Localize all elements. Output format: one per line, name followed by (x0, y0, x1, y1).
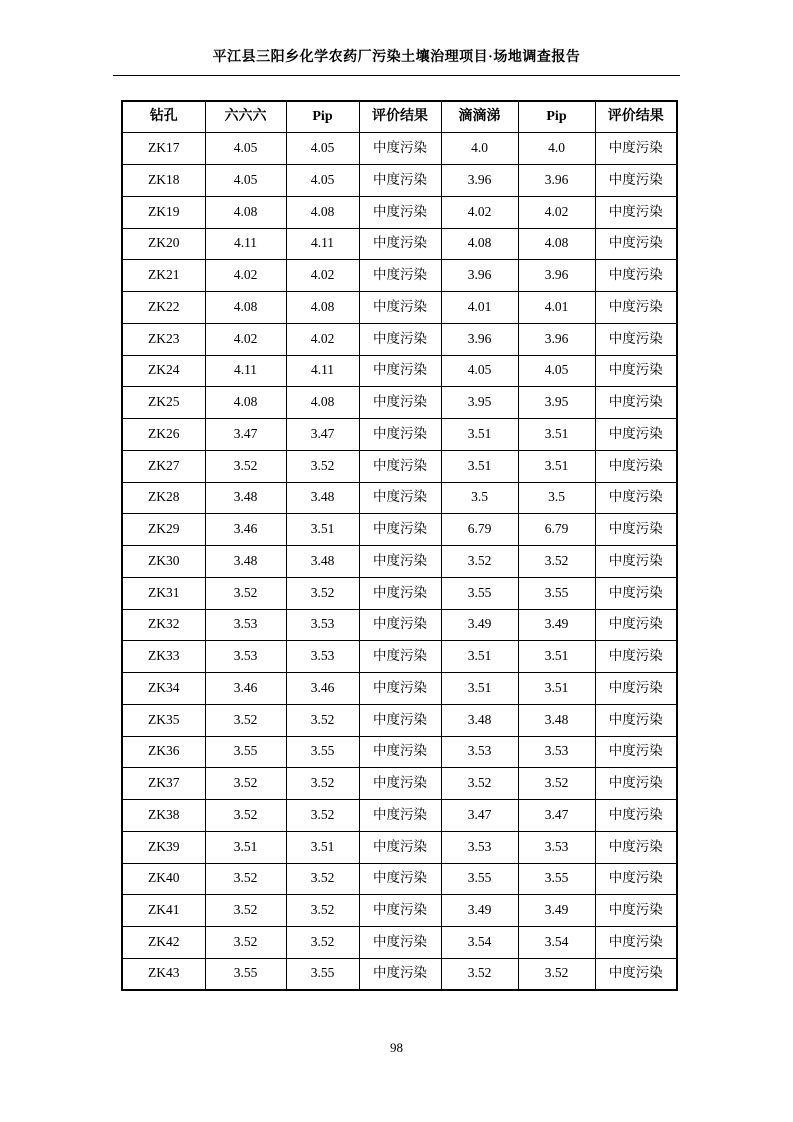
borehole-id-cell: ZK21 (122, 260, 205, 292)
value-cell: 中度污染 (595, 419, 677, 451)
value-cell: 中度污染 (595, 514, 677, 546)
value-cell: 中度污染 (359, 514, 441, 546)
value-cell: 3.55 (205, 958, 286, 990)
borehole-id-cell: ZK25 (122, 387, 205, 419)
value-cell: 3.55 (286, 958, 359, 990)
value-cell: 4.02 (518, 196, 595, 228)
value-cell: 3.47 (205, 419, 286, 451)
table-row (122, 165, 677, 197)
table-row (122, 292, 677, 324)
value-cell: 3.52 (286, 800, 359, 832)
value-cell: 4.05 (205, 165, 286, 197)
value-cell: 中度污染 (595, 355, 677, 387)
value-cell: 3.5 (518, 482, 595, 514)
column-header: Pip (518, 101, 595, 133)
value-cell: 3.49 (441, 895, 518, 927)
value-cell: 4.11 (286, 228, 359, 260)
value-cell: 3.96 (518, 260, 595, 292)
value-cell: 4.05 (205, 133, 286, 165)
value-cell: 3.48 (518, 704, 595, 736)
value-cell: 中度污染 (595, 133, 677, 165)
table-row (122, 641, 677, 673)
value-cell: 中度污染 (359, 387, 441, 419)
value-cell: 中度污染 (359, 292, 441, 324)
value-cell: 3.52 (205, 863, 286, 895)
value-cell: 3.55 (518, 863, 595, 895)
value-cell: 6.79 (441, 514, 518, 546)
borehole-id-cell: ZK36 (122, 736, 205, 768)
value-cell: 中度污染 (359, 260, 441, 292)
value-cell: 3.51 (286, 514, 359, 546)
value-cell: 3.5 (441, 482, 518, 514)
value-cell: 3.51 (441, 673, 518, 705)
value-cell: 4.08 (286, 292, 359, 324)
value-cell: 4.08 (441, 228, 518, 260)
table-row (122, 577, 677, 609)
value-cell: 3.48 (441, 704, 518, 736)
value-cell: 4.02 (205, 323, 286, 355)
value-cell: 中度污染 (359, 609, 441, 641)
value-cell: 3.54 (518, 927, 595, 959)
table-row (122, 736, 677, 768)
borehole-id-cell: ZK32 (122, 609, 205, 641)
value-cell: 3.52 (286, 450, 359, 482)
value-cell: 中度污染 (359, 546, 441, 578)
value-cell: 中度污染 (359, 419, 441, 451)
table-row (122, 673, 677, 705)
value-cell: 中度污染 (595, 387, 677, 419)
value-cell: 3.51 (441, 450, 518, 482)
borehole-id-cell: ZK33 (122, 641, 205, 673)
value-cell: 中度污染 (595, 323, 677, 355)
value-cell: 3.95 (518, 387, 595, 419)
value-cell: 中度污染 (359, 323, 441, 355)
table-row (122, 450, 677, 482)
value-cell: 中度污染 (359, 736, 441, 768)
value-cell: 4.05 (518, 355, 595, 387)
table-row (122, 863, 677, 895)
borehole-id-cell: ZK31 (122, 577, 205, 609)
value-cell: 3.52 (205, 768, 286, 800)
value-cell: 中度污染 (359, 958, 441, 990)
table-row (122, 482, 677, 514)
table-row (122, 355, 677, 387)
borehole-id-cell: ZK42 (122, 927, 205, 959)
value-cell: 3.52 (441, 546, 518, 578)
value-cell: 3.52 (441, 958, 518, 990)
data-table (121, 100, 678, 991)
value-cell: 4.08 (205, 292, 286, 324)
value-cell: 3.53 (286, 609, 359, 641)
column-header: 评价结果 (595, 101, 677, 133)
borehole-id-cell: ZK27 (122, 450, 205, 482)
value-cell: 3.51 (441, 419, 518, 451)
value-cell: 4.08 (286, 196, 359, 228)
value-cell: 3.54 (441, 927, 518, 959)
borehole-id-cell: ZK28 (122, 482, 205, 514)
table-row (122, 704, 677, 736)
value-cell: 3.51 (205, 831, 286, 863)
value-cell: 3.51 (518, 641, 595, 673)
value-cell: 中度污染 (595, 292, 677, 324)
value-cell: 3.47 (441, 800, 518, 832)
table-row (122, 133, 677, 165)
value-cell: 4.11 (205, 228, 286, 260)
value-cell: 中度污染 (595, 260, 677, 292)
value-cell: 4.0 (518, 133, 595, 165)
value-cell: 中度污染 (595, 673, 677, 705)
value-cell: 中度污染 (359, 927, 441, 959)
value-cell: 3.52 (286, 927, 359, 959)
borehole-id-cell: ZK29 (122, 514, 205, 546)
value-cell: 4.08 (205, 196, 286, 228)
value-cell: 3.53 (518, 831, 595, 863)
value-cell: 3.48 (286, 546, 359, 578)
value-cell: 4.02 (205, 260, 286, 292)
value-cell: 中度污染 (595, 895, 677, 927)
table-row (122, 895, 677, 927)
value-cell: 4.11 (205, 355, 286, 387)
borehole-id-cell: ZK40 (122, 863, 205, 895)
value-cell: 中度污染 (595, 863, 677, 895)
value-cell: 中度污染 (595, 958, 677, 990)
borehole-id-cell: ZK37 (122, 768, 205, 800)
value-cell: 中度污染 (359, 450, 441, 482)
table-row (122, 514, 677, 546)
value-cell: 3.52 (441, 768, 518, 800)
value-cell: 中度污染 (359, 641, 441, 673)
value-cell: 3.95 (441, 387, 518, 419)
value-cell: 中度污染 (359, 577, 441, 609)
value-cell: 中度污染 (359, 482, 441, 514)
value-cell: 3.49 (441, 609, 518, 641)
report-title: 平江县三阳乡化学农药厂污染土壤治理项目·场地调查报告 (113, 46, 680, 76)
value-cell: 3.46 (286, 673, 359, 705)
value-cell: 中度污染 (359, 165, 441, 197)
value-cell: 3.52 (518, 768, 595, 800)
value-cell: 3.48 (205, 546, 286, 578)
value-cell: 3.52 (205, 800, 286, 832)
value-cell: 3.96 (441, 260, 518, 292)
value-cell: 3.52 (205, 577, 286, 609)
value-cell: 中度污染 (359, 895, 441, 927)
borehole-id-cell: ZK41 (122, 895, 205, 927)
value-cell: 4.05 (441, 355, 518, 387)
value-cell: 3.51 (286, 831, 359, 863)
value-cell: 3.55 (205, 736, 286, 768)
borehole-id-cell: ZK17 (122, 133, 205, 165)
value-cell: 4.05 (286, 133, 359, 165)
value-cell: 中度污染 (359, 355, 441, 387)
borehole-id-cell: ZK18 (122, 165, 205, 197)
value-cell: 中度污染 (359, 228, 441, 260)
value-cell: 3.52 (518, 546, 595, 578)
column-header: 滴滴涕 (441, 101, 518, 133)
value-cell: 中度污染 (595, 831, 677, 863)
table-row (122, 800, 677, 832)
table-row (122, 196, 677, 228)
value-cell: 中度污染 (595, 546, 677, 578)
value-cell: 3.46 (205, 673, 286, 705)
table-row (122, 768, 677, 800)
value-cell: 3.52 (286, 704, 359, 736)
value-cell: 6.79 (518, 514, 595, 546)
table-body (122, 133, 677, 990)
column-header: 钻孔 (122, 101, 205, 133)
value-cell: 3.55 (441, 577, 518, 609)
value-cell: 3.52 (286, 895, 359, 927)
value-cell: 3.46 (205, 514, 286, 546)
value-cell: 中度污染 (595, 641, 677, 673)
value-cell: 3.52 (205, 704, 286, 736)
table-row (122, 387, 677, 419)
value-cell: 中度污染 (595, 450, 677, 482)
borehole-id-cell: ZK22 (122, 292, 205, 324)
table-row (122, 546, 677, 578)
value-cell: 3.55 (286, 736, 359, 768)
column-header: 评价结果 (359, 101, 441, 133)
value-cell: 中度污染 (595, 736, 677, 768)
table-header-row (122, 101, 677, 133)
value-cell: 3.53 (518, 736, 595, 768)
table-row (122, 323, 677, 355)
value-cell: 中度污染 (359, 831, 441, 863)
borehole-id-cell: ZK30 (122, 546, 205, 578)
value-cell: 中度污染 (595, 165, 677, 197)
borehole-id-cell: ZK20 (122, 228, 205, 260)
value-cell: 3.47 (518, 800, 595, 832)
column-header: 六六六 (205, 101, 286, 133)
page-number: 98 (390, 1040, 403, 1055)
borehole-id-cell: ZK39 (122, 831, 205, 863)
borehole-id-cell: ZK24 (122, 355, 205, 387)
value-cell: 中度污染 (595, 704, 677, 736)
value-cell: 3.52 (286, 768, 359, 800)
value-cell: 4.02 (286, 260, 359, 292)
value-cell: 3.53 (286, 641, 359, 673)
value-cell: 3.51 (441, 641, 518, 673)
value-cell: 中度污染 (595, 800, 677, 832)
table-row (122, 609, 677, 641)
value-cell: 中度污染 (595, 927, 677, 959)
value-cell: 3.47 (286, 419, 359, 451)
column-header: Pip (286, 101, 359, 133)
value-cell: 3.48 (286, 482, 359, 514)
borehole-id-cell: ZK38 (122, 800, 205, 832)
value-cell: 中度污染 (595, 609, 677, 641)
value-cell: 3.51 (518, 450, 595, 482)
value-cell: 3.96 (518, 323, 595, 355)
value-cell: 3.96 (441, 165, 518, 197)
value-cell: 3.49 (518, 609, 595, 641)
value-cell: 4.05 (286, 165, 359, 197)
value-cell: 中度污染 (359, 133, 441, 165)
value-cell: 3.52 (205, 450, 286, 482)
table-row (122, 260, 677, 292)
value-cell: 中度污染 (359, 196, 441, 228)
value-cell: 3.51 (518, 419, 595, 451)
value-cell: 3.52 (205, 895, 286, 927)
borehole-id-cell: ZK35 (122, 704, 205, 736)
value-cell: 3.52 (286, 863, 359, 895)
value-cell: 中度污染 (595, 196, 677, 228)
value-cell: 3.52 (518, 958, 595, 990)
value-cell: 中度污染 (595, 577, 677, 609)
table-row (122, 419, 677, 451)
value-cell: 中度污染 (595, 228, 677, 260)
value-cell: 3.96 (441, 323, 518, 355)
value-cell: 3.48 (205, 482, 286, 514)
table-row (122, 228, 677, 260)
value-cell: 中度污染 (595, 768, 677, 800)
value-cell: 3.53 (205, 641, 286, 673)
table-row (122, 927, 677, 959)
value-cell: 3.55 (518, 577, 595, 609)
value-cell: 中度污染 (359, 673, 441, 705)
borehole-id-cell: ZK23 (122, 323, 205, 355)
value-cell: 3.53 (441, 831, 518, 863)
value-cell: 3.96 (518, 165, 595, 197)
value-cell: 3.53 (441, 736, 518, 768)
value-cell: 3.55 (441, 863, 518, 895)
value-cell: 4.08 (205, 387, 286, 419)
value-cell: 4.08 (518, 228, 595, 260)
value-cell: 3.53 (205, 609, 286, 641)
borehole-id-cell: ZK26 (122, 419, 205, 451)
value-cell: 4.0 (441, 133, 518, 165)
value-cell: 3.51 (518, 673, 595, 705)
value-cell: 中度污染 (359, 768, 441, 800)
value-cell: 中度污染 (359, 863, 441, 895)
value-cell: 中度污染 (359, 704, 441, 736)
value-cell: 中度污染 (359, 800, 441, 832)
value-cell: 4.08 (286, 387, 359, 419)
value-cell: 4.11 (286, 355, 359, 387)
value-cell: 4.02 (441, 196, 518, 228)
value-cell: 4.01 (518, 292, 595, 324)
table-row (122, 831, 677, 863)
value-cell: 3.52 (205, 927, 286, 959)
borehole-id-cell: ZK34 (122, 673, 205, 705)
table-row (122, 958, 677, 990)
value-cell: 3.52 (286, 577, 359, 609)
value-cell: 4.01 (441, 292, 518, 324)
borehole-id-cell: ZK19 (122, 196, 205, 228)
value-cell: 3.49 (518, 895, 595, 927)
value-cell: 中度污染 (595, 482, 677, 514)
value-cell: 4.02 (286, 323, 359, 355)
borehole-id-cell: ZK43 (122, 958, 205, 990)
